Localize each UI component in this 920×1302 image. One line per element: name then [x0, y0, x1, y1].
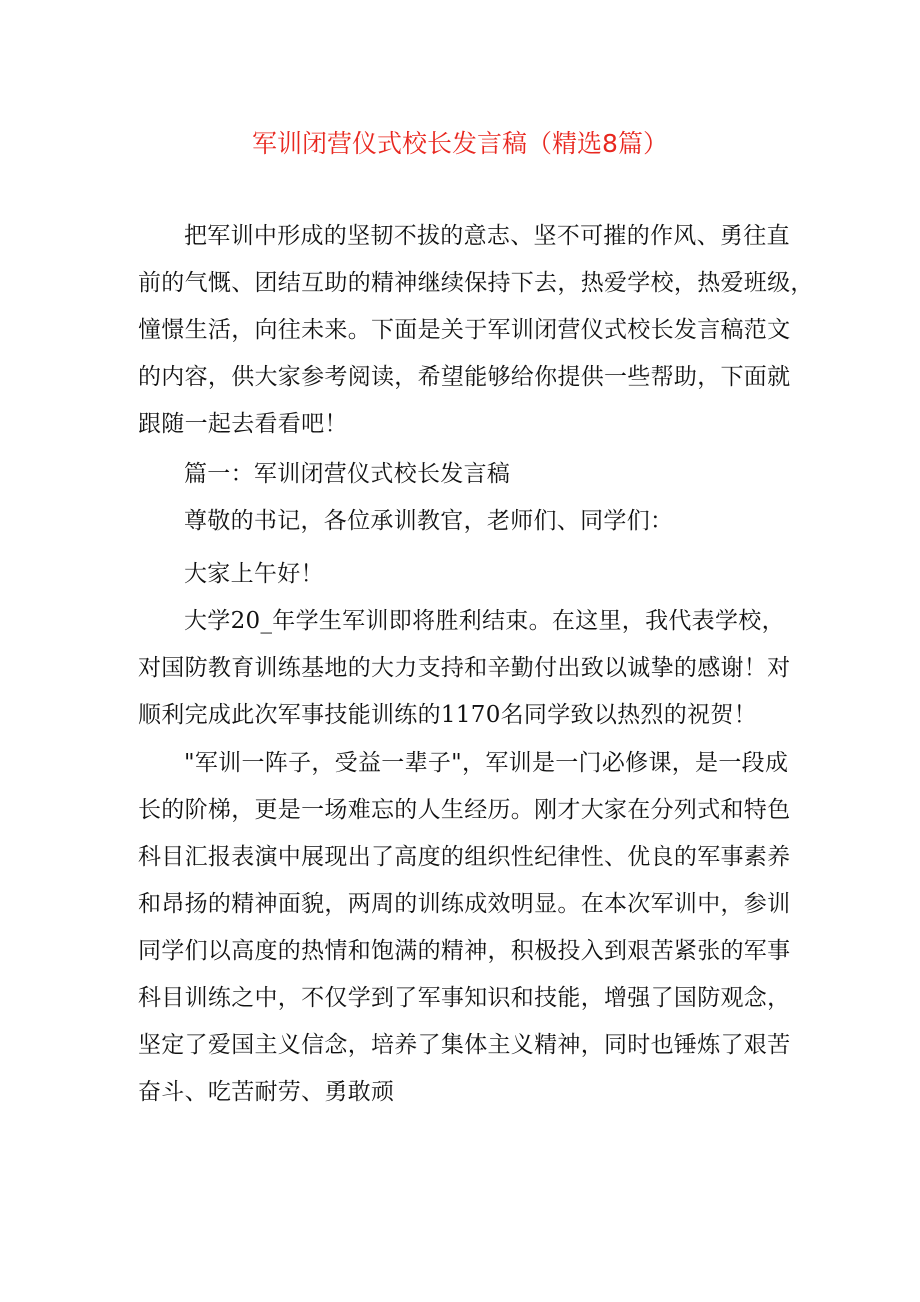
salutation-block [138, 498, 810, 545]
text-line: 坚定了爱国主义信念，培养了集体主义精神，同时也锤炼了艰苦 [138, 1032, 791, 1058]
text-line: "军训一阵子，受益一辈子"，军训是一门必修课，是一段成 [184, 750, 789, 776]
document-title: 军训闭营仪式校长发言稿（精选8篇） [252, 129, 668, 158]
paragraph-1 [138, 598, 810, 739]
greeting: 大家上午好！ [184, 561, 324, 587]
text-line: 大学20_年学生军训即将胜利结束。在这里，我代表学校， [184, 608, 785, 634]
text-line: 同学们以高度的热情和饱满的精神，积极投入到艰苦紧张的军事 [138, 938, 791, 964]
section-heading: 篇一：军训闭营仪式校长发言稿 [184, 461, 511, 487]
text-line: 奋斗、吃苦耐劳、勇敢顽 [138, 1079, 395, 1105]
paragraph-2 [138, 740, 810, 1116]
text-line: 的内容，供大家参考阅读，希望能够给你提供一些帮助，下面就 [138, 364, 791, 390]
text-line: 跟随一起去看看吧！ [138, 411, 348, 437]
text-line: 把军训中形成的坚韧不拔的意志、坚不可摧的作风、勇往直 [184, 223, 790, 249]
text-line: 长的阶梯，更是一场难忘的人生经历。刚才大家在分列式和特色 [138, 797, 791, 823]
text-line: 顺利完成此次军事技能训练的1170名同学致以热烈的祝贺！ [138, 702, 757, 728]
text-line: 和昂扬的精神面貌，两周的训练成效明显。在本次军训中，参训 [138, 891, 791, 917]
text-line: 科目训练之中，不仅学到了军事知识和技能，增强了国防观念， [138, 985, 791, 1011]
text-line: 对国防教育训练基地的大力支持和辛勤付出致以诚挚的感谢！对 [138, 655, 791, 681]
text-line: 前的气慨、团结互助的精神继续保持下去，热爱学校，热爱班级， [138, 270, 814, 296]
section-heading-block [138, 451, 810, 498]
text-line: 科目汇报表演中展现出了高度的组织性纪律性、优良的军事素养 [138, 844, 791, 870]
intro-paragraph [138, 213, 814, 448]
greeting-block [138, 551, 810, 598]
text-line: 憧憬生活，向往未来。下面是关于军训闭营仪式校长发言稿范文 [138, 317, 791, 343]
salutation: 尊敬的书记，各位承训教官，老师们、同学们： [184, 508, 674, 534]
